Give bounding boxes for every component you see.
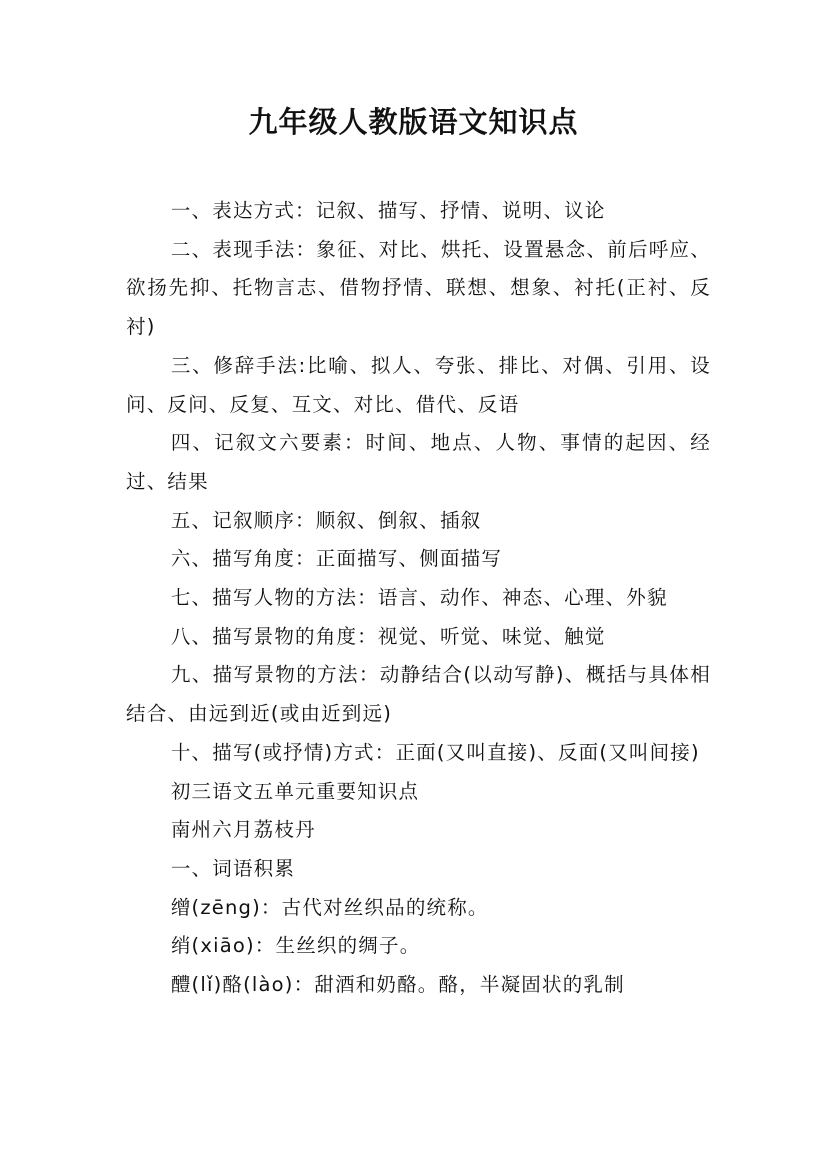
- vocab-entry: 醴(lǐ)酪(lào)：甜酒和奶酪。酪，半凝固状的乳制: [170, 973, 625, 997]
- subsection-heading: 一、词语积累: [170, 856, 296, 880]
- paragraph: 四、记叙文六要素：时间、地点、人物、事情的起因、经过、结果: [126, 431, 711, 493]
- paragraph: 九、描写景物的方法：动静结合(以动写静)、概括与具体相结合、由远到近(或由近到远): [126, 663, 711, 726]
- paragraph: 二、表现手法：象征、对比、烘托、设置悬念、前后呼应、欲扬先抑、托物言志、借物抒情、联想、想象、衬托(正衬、反衬): [126, 237, 711, 339]
- paragraph: 五、记叙顺序：顺叙、倒叙、插叙: [170, 508, 482, 532]
- document-title: 九年级人教版语文知识点: [248, 105, 579, 139]
- vocab-entry: 绡(xiāo)：生丝织的绸子。: [170, 934, 421, 958]
- section-heading: 初三语文五单元重要知识点: [170, 779, 420, 803]
- document-body: [126, 192, 711, 1005]
- paragraph: 八、描写景物的角度：视觉、听觉、味觉、触觉: [170, 624, 606, 648]
- paragraph: 三、修辞手法:比喻、拟人、夸张、排比、对偶、引用、设问、反问、反复、互文、对比、借代、反语: [126, 353, 711, 416]
- lesson-title: 南州六月荔枝丹: [170, 818, 316, 842]
- paragraph: 七、描写人物的方法：语言、动作、神态、心理、外貌: [170, 586, 668, 610]
- vocab-entry: 缯(zēng)：古代对丝织品的统称。: [170, 895, 489, 919]
- paragraph: 一、表达方式：记叙、描写、抒情、说明、议论: [170, 199, 606, 222]
- paragraph: 十、描写(或抒情)方式：正面(又叫直接)、反面(又叫间接): [170, 740, 700, 764]
- paragraph: 六、描写角度：正面描写、侧面描写: [170, 547, 503, 571]
